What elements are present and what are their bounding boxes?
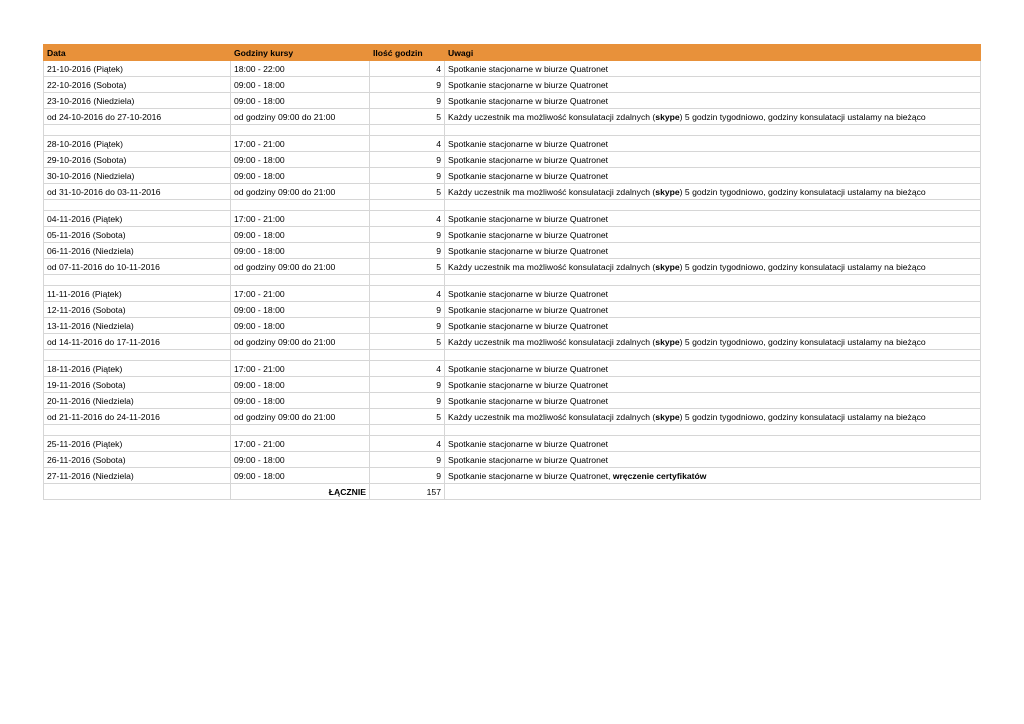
date-cell: 30-10-2016 (Niedziela) bbox=[44, 168, 231, 184]
hours-cell: 5 bbox=[370, 334, 445, 350]
time-cell: 17:00 - 21:00 bbox=[231, 211, 370, 227]
note-cell bbox=[445, 259, 981, 275]
spacer-cell bbox=[44, 125, 231, 136]
date-cell: 19-11-2016 (Sobota) bbox=[44, 377, 231, 393]
note-emphasis: skype bbox=[655, 411, 680, 422]
hours-cell: 5 bbox=[370, 409, 445, 425]
note-cell: Spotkanie stacjonarne w biurze Quatronet bbox=[445, 286, 981, 302]
spacer-cell bbox=[231, 350, 370, 361]
hours-cell: 9 bbox=[370, 468, 445, 484]
note-text: Każdy uczestnik ma możliwość konsulatacji zdalnych ( bbox=[448, 261, 656, 272]
table-row bbox=[44, 468, 981, 484]
date-cell: 23-10-2016 (Niedziela) bbox=[44, 93, 231, 109]
table-row bbox=[44, 61, 981, 77]
spacer-row bbox=[44, 125, 981, 136]
table-row bbox=[44, 409, 981, 425]
table-row bbox=[44, 211, 981, 227]
date-cell: 27-11-2016 (Niedziela) bbox=[44, 468, 231, 484]
header-row bbox=[44, 45, 981, 61]
time-cell: 17:00 - 21:00 bbox=[231, 286, 370, 302]
hours-cell: 9 bbox=[370, 302, 445, 318]
hours-cell: 4 bbox=[370, 136, 445, 152]
date-cell: 06-11-2016 (Niedziela) bbox=[44, 243, 231, 259]
spacer-cell bbox=[231, 275, 370, 286]
header-hours-count: Ilość godzin bbox=[370, 45, 445, 61]
hours-cell: 5 bbox=[370, 259, 445, 275]
note-text: ) 5 godzin tygodniowo, godziny konsulatacji ustalamy na bieżąco bbox=[679, 336, 926, 347]
spacer-cell bbox=[370, 350, 445, 361]
time-cell: 17:00 - 21:00 bbox=[231, 361, 370, 377]
note-text: Każdy uczestnik ma możliwość konsulatacji zdalnych ( bbox=[448, 336, 656, 347]
spacer-cell bbox=[44, 200, 231, 211]
date-cell: od 24-10-2016 do 27-10-2016 bbox=[44, 109, 231, 125]
total-empty-cell bbox=[44, 484, 231, 500]
note-text: ) 5 godzin tygodniowo, godziny konsulatacji ustalamy na bieżąco bbox=[679, 186, 926, 197]
time-cell: 17:00 - 21:00 bbox=[231, 436, 370, 452]
time-cell: 09:00 - 18:00 bbox=[231, 227, 370, 243]
time-cell: 09:00 - 18:00 bbox=[231, 243, 370, 259]
date-cell: 05-11-2016 (Sobota) bbox=[44, 227, 231, 243]
spacer-cell bbox=[370, 200, 445, 211]
hours-cell: 4 bbox=[370, 211, 445, 227]
hours-cell: 9 bbox=[370, 318, 445, 334]
note-emphasis: skype bbox=[655, 261, 680, 272]
note-cell: Spotkanie stacjonarne w biurze Quatronet bbox=[445, 93, 981, 109]
note-cell: Spotkanie stacjonarne w biurze Quatronet bbox=[445, 318, 981, 334]
time-cell: 18:00 - 22:00 bbox=[231, 61, 370, 77]
time-cell: od godziny 09:00 do 21:00 bbox=[231, 109, 370, 125]
note-emphasis: skype bbox=[655, 186, 680, 197]
note-cell bbox=[445, 184, 981, 200]
note-cell: Spotkanie stacjonarne w biurze Quatronet bbox=[445, 452, 981, 468]
table-row bbox=[44, 318, 981, 334]
table-row bbox=[44, 286, 981, 302]
table-row bbox=[44, 452, 981, 468]
hours-cell: 4 bbox=[370, 436, 445, 452]
spacer-cell bbox=[445, 425, 981, 436]
spacer-cell bbox=[231, 200, 370, 211]
date-cell: od 21-11-2016 do 24-11-2016 bbox=[44, 409, 231, 425]
date-cell: 04-11-2016 (Piątek) bbox=[44, 211, 231, 227]
time-cell: 09:00 - 18:00 bbox=[231, 93, 370, 109]
spacer-cell bbox=[44, 425, 231, 436]
time-cell: 09:00 - 18:00 bbox=[231, 152, 370, 168]
spacer-cell bbox=[231, 425, 370, 436]
table-row bbox=[44, 93, 981, 109]
hours-cell: 9 bbox=[370, 227, 445, 243]
note-emphasis: wręczenie certyfikatów bbox=[612, 470, 707, 481]
hours-cell: 9 bbox=[370, 152, 445, 168]
date-cell: 29-10-2016 (Sobota) bbox=[44, 152, 231, 168]
note-text: ) 5 godzin tygodniowo, godziny konsulatacji ustalamy na bieżąco bbox=[679, 111, 926, 122]
table-row bbox=[44, 393, 981, 409]
spacer-cell bbox=[231, 125, 370, 136]
note-cell: Spotkanie stacjonarne w biurze Quatronet bbox=[445, 361, 981, 377]
time-cell: 09:00 - 18:00 bbox=[231, 452, 370, 468]
date-cell: 18-11-2016 (Piątek) bbox=[44, 361, 231, 377]
hours-cell: 5 bbox=[370, 109, 445, 125]
total-label: ŁĄCZNIE bbox=[231, 484, 370, 500]
note-cell bbox=[445, 468, 981, 484]
note-cell: Spotkanie stacjonarne w biurze Quatronet bbox=[445, 211, 981, 227]
spacer-cell bbox=[445, 200, 981, 211]
table-row bbox=[44, 136, 981, 152]
note-cell: Spotkanie stacjonarne w biurze Quatronet bbox=[445, 168, 981, 184]
note-emphasis: skype bbox=[655, 111, 680, 122]
total-row bbox=[44, 484, 981, 500]
table-row bbox=[44, 334, 981, 350]
date-cell: 28-10-2016 (Piątek) bbox=[44, 136, 231, 152]
hours-cell: 4 bbox=[370, 361, 445, 377]
spacer-row bbox=[44, 275, 981, 286]
note-text: Każdy uczestnik ma możliwość konsulatacji zdalnych ( bbox=[448, 411, 656, 422]
time-cell: 09:00 - 18:00 bbox=[231, 318, 370, 334]
spacer-cell bbox=[445, 275, 981, 286]
time-cell: 09:00 - 18:00 bbox=[231, 77, 370, 93]
hours-cell: 4 bbox=[370, 286, 445, 302]
note-cell: Spotkanie stacjonarne w biurze Quatronet bbox=[445, 302, 981, 318]
table-row bbox=[44, 243, 981, 259]
date-cell: od 14-11-2016 do 17-11-2016 bbox=[44, 334, 231, 350]
hours-cell: 9 bbox=[370, 243, 445, 259]
hours-cell: 4 bbox=[370, 61, 445, 77]
table-row bbox=[44, 168, 981, 184]
note-cell: Spotkanie stacjonarne w biurze Quatronet bbox=[445, 152, 981, 168]
date-cell: 22-10-2016 (Sobota) bbox=[44, 77, 231, 93]
time-cell: od godziny 09:00 do 21:00 bbox=[231, 184, 370, 200]
header-date: Data bbox=[44, 45, 231, 61]
note-text: ) 5 godzin tygodniowo, godziny konsulatacji ustalamy na bieżąco bbox=[679, 411, 926, 422]
date-cell: od 07-11-2016 do 10-11-2016 bbox=[44, 259, 231, 275]
table-row bbox=[44, 436, 981, 452]
table-row bbox=[44, 259, 981, 275]
note-emphasis: skype bbox=[655, 336, 680, 347]
table-row bbox=[44, 377, 981, 393]
note-text: ) 5 godzin tygodniowo, godziny konsulatacji ustalamy na bieżąco bbox=[679, 261, 926, 272]
time-cell: 09:00 - 18:00 bbox=[231, 377, 370, 393]
note-cell: Spotkanie stacjonarne w biurze Quatronet bbox=[445, 393, 981, 409]
hours-cell: 9 bbox=[370, 168, 445, 184]
spacer-cell bbox=[44, 275, 231, 286]
note-cell: Spotkanie stacjonarne w biurze Quatronet bbox=[445, 136, 981, 152]
table-row bbox=[44, 302, 981, 318]
time-cell: 17:00 - 21:00 bbox=[231, 136, 370, 152]
spacer-cell bbox=[370, 425, 445, 436]
hours-cell: 9 bbox=[370, 77, 445, 93]
table-row bbox=[44, 361, 981, 377]
date-cell: 11-11-2016 (Piątek) bbox=[44, 286, 231, 302]
note-cell: Spotkanie stacjonarne w biurze Quatronet bbox=[445, 77, 981, 93]
schedule-table bbox=[43, 44, 981, 500]
header-notes: Uwagi bbox=[445, 45, 981, 61]
note-cell: Spotkanie stacjonarne w biurze Quatronet bbox=[445, 227, 981, 243]
time-cell: 09:00 - 18:00 bbox=[231, 168, 370, 184]
date-cell: 20-11-2016 (Niedziela) bbox=[44, 393, 231, 409]
note-cell: Spotkanie stacjonarne w biurze Quatronet bbox=[445, 377, 981, 393]
note-cell: Spotkanie stacjonarne w biurze Quatronet bbox=[445, 436, 981, 452]
time-cell: 09:00 - 18:00 bbox=[231, 393, 370, 409]
spacer-cell bbox=[445, 350, 981, 361]
spacer-row bbox=[44, 200, 981, 211]
date-cell: 21-10-2016 (Piątek) bbox=[44, 61, 231, 77]
table-row bbox=[44, 77, 981, 93]
note-text: Każdy uczestnik ma możliwość konsulatacji zdalnych ( bbox=[448, 111, 656, 122]
table-row bbox=[44, 184, 981, 200]
time-cell: od godziny 09:00 do 21:00 bbox=[231, 334, 370, 350]
date-cell: 25-11-2016 (Piątek) bbox=[44, 436, 231, 452]
time-cell: od godziny 09:00 do 21:00 bbox=[231, 409, 370, 425]
table-row bbox=[44, 152, 981, 168]
spacer-cell bbox=[370, 125, 445, 136]
spacer-cell bbox=[370, 275, 445, 286]
spacer-cell bbox=[445, 125, 981, 136]
hours-cell: 9 bbox=[370, 93, 445, 109]
time-cell: 09:00 - 18:00 bbox=[231, 468, 370, 484]
spacer-cell bbox=[44, 350, 231, 361]
header-course-hours: Godziny kursy bbox=[231, 45, 370, 61]
hours-cell: 9 bbox=[370, 452, 445, 468]
table-row bbox=[44, 227, 981, 243]
note-cell bbox=[445, 409, 981, 425]
schedule-body bbox=[44, 61, 981, 484]
note-cell bbox=[445, 334, 981, 350]
time-cell: od godziny 09:00 do 21:00 bbox=[231, 259, 370, 275]
note-cell bbox=[445, 109, 981, 125]
date-cell: 12-11-2016 (Sobota) bbox=[44, 302, 231, 318]
note-text: Spotkanie stacjonarne w biurze Quatronet, bbox=[448, 470, 613, 481]
total-value: 157 bbox=[370, 484, 445, 500]
date-cell: 26-11-2016 (Sobota) bbox=[44, 452, 231, 468]
hours-cell: 9 bbox=[370, 377, 445, 393]
note-cell: Spotkanie stacjonarne w biurze Quatronet bbox=[445, 61, 981, 77]
spacer-row bbox=[44, 425, 981, 436]
time-cell: 09:00 - 18:00 bbox=[231, 302, 370, 318]
hours-cell: 5 bbox=[370, 184, 445, 200]
total-notes-cell bbox=[445, 484, 981, 500]
note-text: Każdy uczestnik ma możliwość konsulatacji zdalnych ( bbox=[448, 186, 656, 197]
date-cell: od 31-10-2016 do 03-11-2016 bbox=[44, 184, 231, 200]
hours-cell: 9 bbox=[370, 393, 445, 409]
note-cell: Spotkanie stacjonarne w biurze Quatronet bbox=[445, 243, 981, 259]
date-cell: 13-11-2016 (Niedziela) bbox=[44, 318, 231, 334]
spacer-row bbox=[44, 350, 981, 361]
table-row bbox=[44, 109, 981, 125]
